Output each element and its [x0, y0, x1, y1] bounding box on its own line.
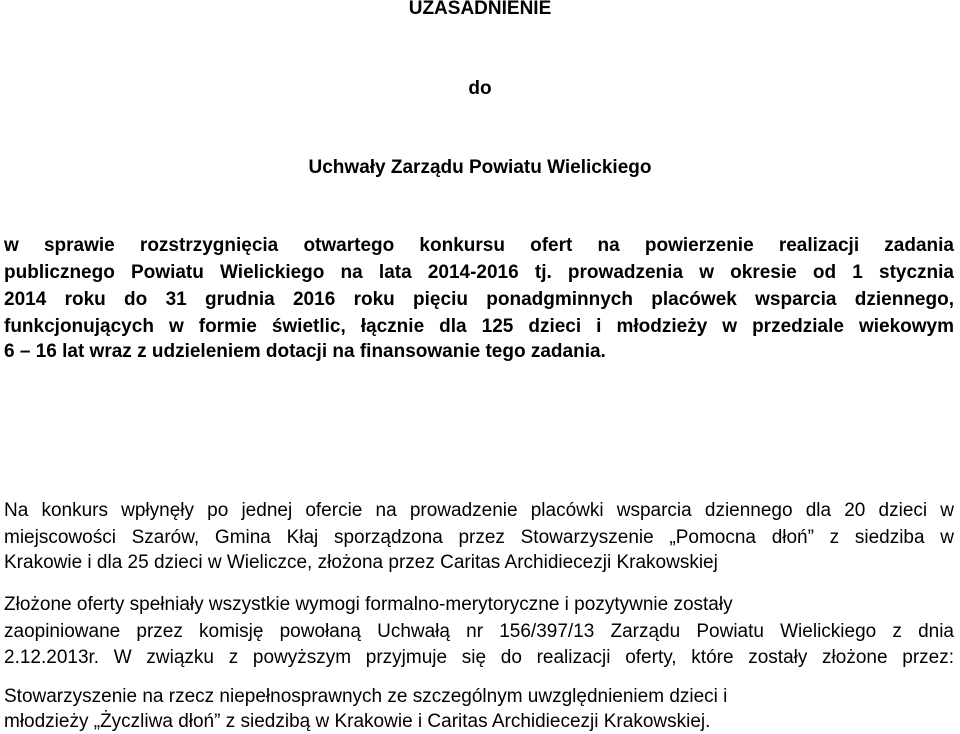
title-connector: do — [468, 78, 492, 99]
subject-line: w sprawie rozstrzygnięcia otwartego konkursu ofert na powierzenie realizacji zadania — [4, 235, 954, 256]
paragraph-line: 2.12.2013r. W związku z powyższym przyjmuje się do realizacji oferty, które zostały złożone przez: — [4, 647, 954, 668]
paragraph-line: Na konkurs wpłynęły po jednej ofercie na prowadzenie placówki wsparcia dziennego dla 20 dzieci w — [4, 500, 954, 521]
paragraph-line: Stowarzyszenie na rzecz niepełnosprawnych ze szczególnym uwzględnieniem dzieci i — [4, 686, 728, 707]
subject-line: funkcjonujących w formie świetlic, łącznie dla 125 dzieci i młodzieży w przedziale wiekowym — [4, 316, 954, 337]
subject-line: 6 – 16 lat wraz z udzieleniem dotacji na finansowanie tego zadania. — [4, 341, 606, 362]
subject-line: publicznego Powiatu Wielickiego na lata 2014-2016 tj. prowadzenia w okresie od 1 stycznia — [4, 262, 954, 283]
paragraph-line: zaopiniowane przez komisję powołaną Uchwałą nr 156/397/13 Zarządu Powiatu Wielickiego z dnia — [4, 621, 954, 642]
paragraph-line: Krakowie i dla 25 dzieci w Wieliczce, złożona przez Caritas Archidiecezji Krakowskiej — [4, 552, 718, 573]
paragraph-line: Złożone oferty spełniały wszystkie wymogi formalno-merytoryczne i pozytywnie zostały — [4, 594, 733, 615]
resolution-name: Uchwały Zarządu Powiatu Wielickiego — [308, 157, 652, 178]
subject-line: 2014 roku do 31 grudnia 2016 roku pięciu ponadgminnych placówek wsparcia dziennego, — [4, 289, 954, 310]
paragraph-line: młodzieży „Życzliwa dłoń” z siedzibą w Krakowie i Caritas Archidiecezji Krakowskiej. — [4, 711, 711, 732]
paragraph-line: miejscowości Szarów, Gmina Kłaj sporządzona przez Stowarzyszenie „Pomocna dłoń” z siedziba w — [4, 527, 954, 548]
document-title: UZASADNIENIE — [408, 0, 552, 19]
